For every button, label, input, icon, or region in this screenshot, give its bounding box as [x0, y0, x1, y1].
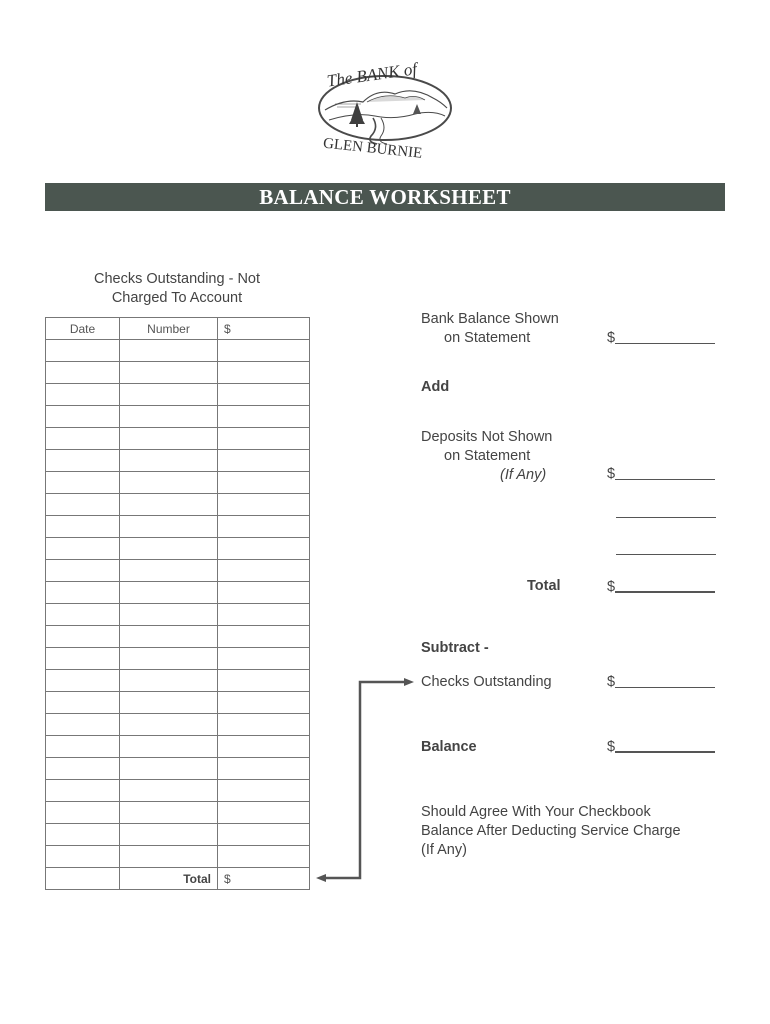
deposits-label — [421, 428, 552, 485]
amount-cell[interactable] — [218, 648, 310, 670]
amount-cell[interactable] — [218, 406, 310, 428]
logo-bottom-text: GLEN BURNIE — [322, 135, 423, 162]
total-blank[interactable] — [615, 591, 715, 593]
date-cell[interactable] — [46, 340, 120, 362]
number-cell[interactable] — [120, 494, 218, 516]
amount-cell[interactable] — [218, 384, 310, 406]
checks-outstanding-currency: $ — [607, 674, 616, 690]
date-cell[interactable] — [46, 362, 120, 384]
amount-cell[interactable] — [218, 736, 310, 758]
note-line2: Balance After Deducting Service Charge — [421, 823, 681, 839]
table-row — [46, 692, 310, 714]
deposits-line1: Deposits Not Shown — [421, 429, 553, 445]
date-cell[interactable] — [46, 560, 120, 582]
total-row-date-cell — [46, 868, 120, 890]
table-row — [46, 626, 310, 648]
number-cell[interactable] — [120, 538, 218, 560]
table-row — [46, 670, 310, 692]
column-header-amount: $ — [218, 318, 310, 340]
deposits-line3: (If Any) — [500, 467, 547, 483]
deposits-line2: on Statement — [444, 448, 531, 464]
bank-logo — [315, 58, 455, 162]
number-cell[interactable] — [120, 560, 218, 582]
table-row — [46, 846, 310, 868]
table-row — [46, 604, 310, 626]
logo-top-text: The BANK of — [325, 59, 419, 91]
bank-balance-label — [421, 310, 559, 348]
number-cell[interactable] — [120, 406, 218, 428]
extra-deposit-blank-1[interactable] — [616, 517, 716, 518]
date-cell[interactable] — [46, 582, 120, 604]
table-row — [46, 450, 310, 472]
total-currency: $ — [607, 579, 616, 595]
number-cell[interactable] — [120, 802, 218, 824]
table-row — [46, 340, 310, 362]
table-row — [46, 538, 310, 560]
table-row — [46, 736, 310, 758]
table-row — [46, 560, 310, 582]
date-cell[interactable] — [46, 692, 120, 714]
number-cell[interactable] — [120, 824, 218, 846]
table-row — [46, 780, 310, 802]
table-total-row — [46, 868, 310, 890]
bank-balance-blank[interactable] — [615, 343, 715, 344]
number-cell[interactable] — [120, 714, 218, 736]
connector-arrow — [310, 672, 414, 888]
date-cell[interactable] — [46, 472, 120, 494]
deposits-currency: $ — [607, 466, 616, 482]
number-cell[interactable] — [120, 362, 218, 384]
table-row — [46, 362, 310, 384]
total-label: Total — [527, 578, 561, 594]
table-row — [46, 648, 310, 670]
checks-outstanding-blank[interactable] — [615, 687, 715, 688]
number-cell[interactable] — [120, 450, 218, 472]
date-cell[interactable] — [46, 406, 120, 428]
number-cell[interactable] — [120, 736, 218, 758]
amount-cell[interactable] — [218, 472, 310, 494]
column-header-number: Number — [120, 318, 218, 340]
checks-outstanding-field[interactable] — [607, 674, 715, 690]
balance-blank[interactable] — [615, 751, 715, 753]
amount-cell[interactable] — [218, 758, 310, 780]
number-cell[interactable] — [120, 604, 218, 626]
table-row — [46, 472, 310, 494]
amount-cell[interactable] — [218, 802, 310, 824]
subtract-label: Subtract - — [421, 640, 489, 656]
number-cell[interactable] — [120, 846, 218, 868]
number-cell[interactable] — [120, 648, 218, 670]
table-row — [46, 582, 310, 604]
amount-cell[interactable] — [218, 846, 310, 868]
amount-cell[interactable] — [218, 692, 310, 714]
amount-cell[interactable] — [218, 714, 310, 736]
add-label: Add — [421, 379, 450, 395]
balance-label: Balance — [421, 739, 477, 755]
amount-cell[interactable] — [218, 670, 310, 692]
checks-table-body — [46, 340, 310, 868]
number-cell[interactable] — [120, 340, 218, 362]
table-row — [46, 802, 310, 824]
note-line1: Should Agree With Your Checkbook — [421, 804, 651, 820]
date-cell[interactable] — [46, 736, 120, 758]
date-cell[interactable] — [46, 384, 120, 406]
deposits-blank[interactable] — [615, 479, 715, 480]
number-cell[interactable] — [120, 626, 218, 648]
bank-balance-line2: on Statement — [444, 330, 531, 346]
checks-heading-line1: Checks Outstanding - Not — [93, 271, 261, 287]
date-cell[interactable] — [46, 714, 120, 736]
bank-balance-line1: Bank Balance Shown — [421, 311, 559, 327]
note-line3: (If Any) — [421, 842, 467, 858]
date-cell[interactable] — [46, 494, 120, 516]
amount-cell[interactable] — [218, 494, 310, 516]
checks-outstanding-heading — [45, 270, 309, 308]
amount-cell[interactable] — [218, 362, 310, 384]
checks-total-field[interactable] — [218, 868, 310, 890]
amount-cell[interactable] — [218, 428, 310, 450]
date-cell[interactable] — [46, 626, 120, 648]
table-row — [46, 406, 310, 428]
column-header-date: Date — [46, 318, 120, 340]
date-cell[interactable] — [46, 428, 120, 450]
number-cell[interactable] — [120, 692, 218, 714]
extra-deposit-blank-2[interactable] — [616, 554, 716, 555]
date-cell[interactable] — [46, 538, 120, 560]
table-header-row — [46, 318, 310, 340]
checks-heading-line2: Charged To Account — [111, 290, 243, 306]
amount-cell[interactable] — [218, 824, 310, 846]
amount-cell[interactable] — [218, 560, 310, 582]
date-cell[interactable] — [46, 846, 120, 868]
date-cell[interactable] — [46, 516, 120, 538]
amount-cell[interactable] — [218, 538, 310, 560]
table-row — [46, 824, 310, 846]
checks-total-currency: $ — [224, 871, 231, 886]
amount-cell[interactable] — [218, 450, 310, 472]
amount-cell[interactable] — [218, 626, 310, 648]
amount-cell[interactable] — [218, 340, 310, 362]
number-cell[interactable] — [120, 384, 218, 406]
date-cell[interactable] — [46, 824, 120, 846]
number-cell[interactable] — [120, 428, 218, 450]
agreement-note — [421, 803, 681, 860]
table-row — [46, 384, 310, 406]
page-title: BALANCE WORKSHEET — [259, 185, 511, 209]
amount-cell[interactable] — [218, 516, 310, 538]
number-cell[interactable] — [120, 780, 218, 802]
deposits-field[interactable] — [607, 466, 715, 482]
amount-cell[interactable] — [218, 780, 310, 802]
amount-cell[interactable] — [218, 604, 310, 626]
checks-outstanding-label: Checks Outstanding — [421, 674, 552, 690]
table-row — [46, 494, 310, 516]
checks-outstanding-table — [45, 317, 310, 890]
total-field[interactable] — [607, 579, 715, 595]
number-cell[interactable] — [120, 472, 218, 494]
amount-cell[interactable] — [218, 582, 310, 604]
table-row — [46, 428, 310, 450]
bank-balance-field[interactable] — [607, 330, 715, 346]
number-cell[interactable] — [120, 758, 218, 780]
date-cell[interactable] — [46, 802, 120, 824]
number-cell[interactable] — [120, 670, 218, 692]
bank-balance-currency: $ — [607, 330, 616, 346]
worksheet-title-banner — [45, 183, 725, 211]
date-cell[interactable] — [46, 758, 120, 780]
number-cell[interactable] — [120, 516, 218, 538]
date-cell[interactable] — [46, 450, 120, 472]
date-cell[interactable] — [46, 670, 120, 692]
date-cell[interactable] — [46, 780, 120, 802]
balance-field[interactable] — [607, 739, 715, 755]
checks-total-label: Total — [120, 868, 218, 890]
table-row — [46, 714, 310, 736]
date-cell[interactable] — [46, 648, 120, 670]
number-cell[interactable] — [120, 582, 218, 604]
balance-currency: $ — [607, 739, 616, 755]
table-row — [46, 516, 310, 538]
table-row — [46, 758, 310, 780]
date-cell[interactable] — [46, 604, 120, 626]
